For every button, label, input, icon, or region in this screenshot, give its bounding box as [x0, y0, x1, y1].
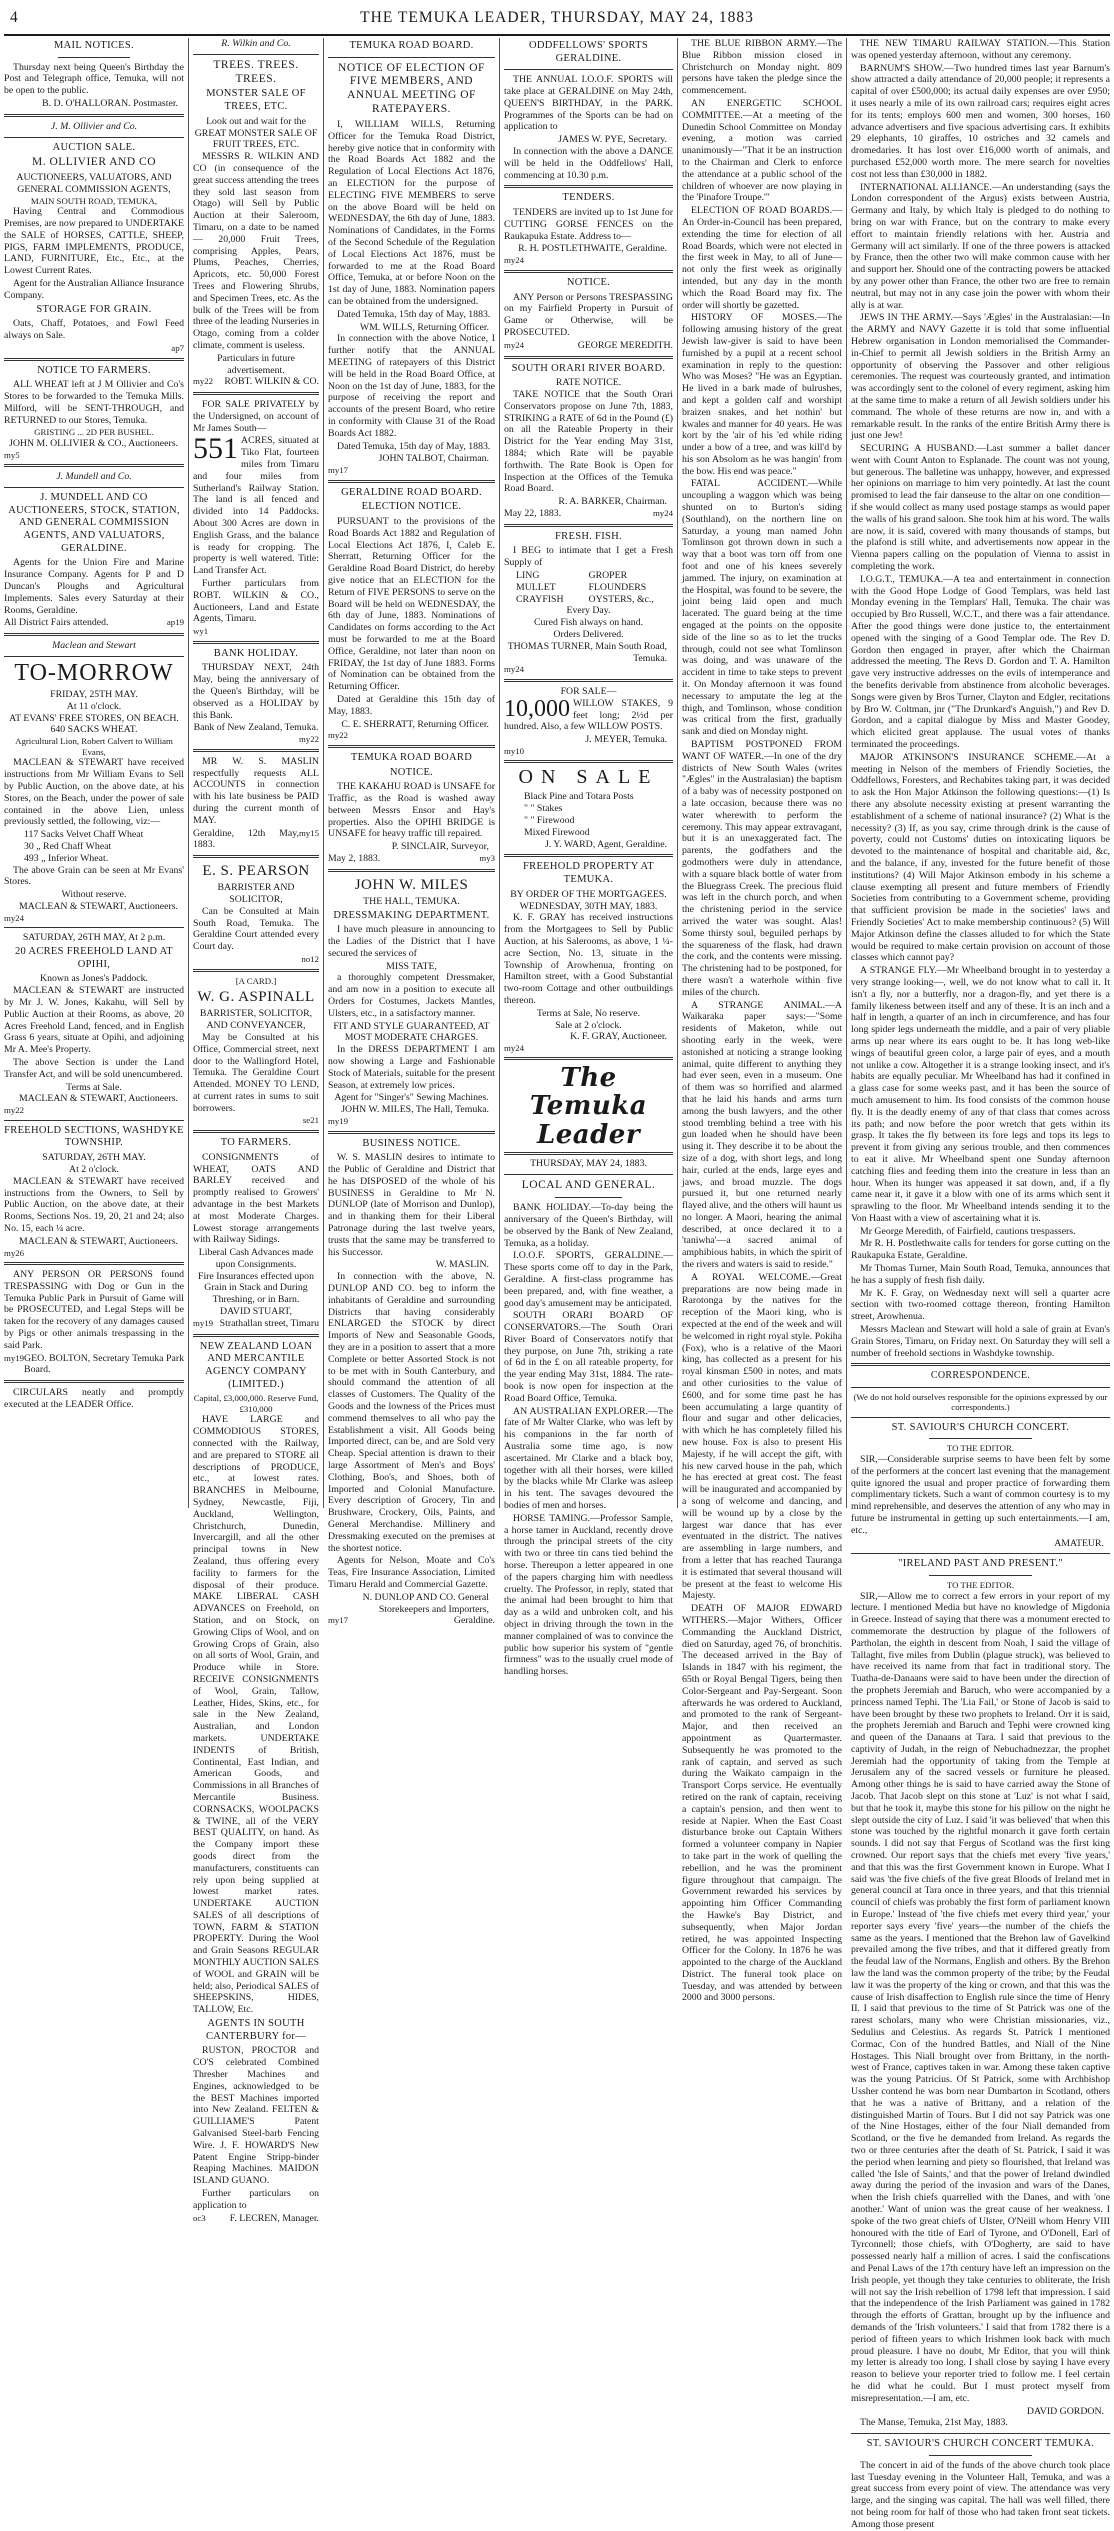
farm-further: Further particulars from ROBT. WILKIN & CO., Auctioneers, Land and Estate Agents, Timaru.	[193, 578, 319, 625]
rule	[328, 57, 495, 58]
geraldine-election-title: ELECTION NOTICE.	[361, 501, 462, 513]
geraldine-election-date: Dated at Geraldine this 15th day of May, 1883.	[328, 693, 495, 717]
business-notice-agents: Agents for Nelson, Moate and Co's Teas, Fire Insurance Association, Limited Timaru Herald and Commercial Gazette.	[328, 1555, 495, 1590]
news-item: INTERNATIONAL ALLIANCE.—An understanding (says the London correspondent of the Argus) exists between Austria, Germany and Italy, by which Italy is pledged to do nothing to bring on war with France, but on the contrary to make every effort to maintain friendly relations with her. Austria and Germany will act similarly. If one of the three powers is attacked by France, then the other two will make common cause with her and support her. Should one of the contracting powers be attacked by any power other than France, the other two are free to remain neutral, but may not in any case join the power with whom their ally is at war.	[851, 181, 1110, 311]
rule	[328, 745, 495, 748]
saturday-date: SATURDAY, 26TH MAY, At 2 p.m.	[22, 932, 166, 944]
trees-look: Look out and wait for the GREAT MONSTER SALE OF FRUIT TREES, ETC.	[194, 115, 318, 151]
rule	[58, 57, 130, 58]
tomorrow-wheat: 640 SACKS WHEAT.	[50, 724, 138, 736]
opihi-known: Known as Jones's Paddock.	[40, 973, 148, 985]
news-item: I.O.O.F. SPORTS, GERALDINE.—These sports come off to day in the Park, Geraldine. A first-class programme has been prepared, and, with fine weather, a good day's amusement may be anticipated.	[504, 1250, 673, 1309]
freehold-by-order: BY ORDER OF THE MORTGAGEES.	[510, 888, 667, 900]
ad-code: my22	[298, 734, 319, 745]
opihi-title: 20 ACRES FREEHOLD LAND AT OPIHI,	[14, 946, 173, 970]
maslin-date: Geraldine, 12th May, 1883.	[193, 827, 299, 851]
washdyke-signature: MACLEAN & STEWART, Auctioneers.	[19, 1235, 178, 1247]
farm-acres-number: 551	[193, 432, 238, 466]
business-notice-text-2: In connection with the above, N. DUNLOP AND CO. beg to inform the inhabitants of Geraldine and surrounding Districts that having considerably ENLARGED the STOCK by direct Imports of New and Seasonable Goods, they are in a position to assert that a more Complete or better Assorted Stock is not to be met with in South Canterbury, and should command the attention of all classes of Customers. The Quality of the Goods and the lowness of the Prices must commend themselves to all who pay the Establishment a visit. All Goods being Imported direct, can be, and are Sold very Cheap. Special attention is drawn to their large Assortment of Men's and Boys' Clothing, Boo's, and Shoes, both of Imported and Colonial Manufacture. Every description of Grocery, Tin and Brushware, Crockery, Oils, Paints, and General Merchandise. Millinery and Dressmaking executed on the premises at the shortest notice.	[328, 1271, 495, 1554]
stuart-address: Strathallan street, Timaru	[219, 1317, 319, 1329]
annual-meeting-date: Dated Temuka, 15th day of May, 1883.	[337, 440, 491, 452]
road-board-notice-signature: P. SINCLAIR, Surveyor,	[391, 841, 489, 853]
masthead	[0, 0, 1114, 34]
rule	[193, 855, 319, 858]
rule	[193, 749, 319, 752]
trees-heading: TREES. TREES. TREES.	[213, 58, 299, 85]
freehold-heading: FREEHOLD PROPERTY AT TEMUKA.	[523, 861, 654, 886]
trees-particulars: Particulars in future advertisement.	[217, 352, 295, 376]
news-item: BARNUM'S SHOW.—Two hundred times last year Barnum's show attracted a daily attendance of 20,000 people; it represents a capital of over £500,000; its actual daily expenses are over £950; it uses nearly a mile of its own railroad cars; requires eight acres for its tents; employs 600 men and women, 300 horses, 160 advance advertisers and five spacious advertising cars. It exhibits 29 elephants, 10 giraffes, 10 ostriches and 32 camels and dromedaries. It has lost over £16,000 worth of animals, and purchased £52,000 worth more. The mere search for novelties cost not less than £30,000 in 1882.	[851, 62, 1110, 180]
letter-signature: DAVID GORDON.	[1026, 2405, 1104, 2417]
trees-signature: ROBT. WILKIN & CO.	[224, 376, 319, 388]
annual-meeting-signature: JOHN TALBOT, Chairman.	[378, 453, 489, 465]
news-item: Messrs Maclean and Stewart will hold a sale of grain at Evan's Grain Stores, Timaru, on Friday next. On Saturday they will sell a number of freehold sections in Washdyke township.	[851, 1324, 1110, 1359]
rule	[929, 2455, 1033, 2456]
rule	[4, 656, 184, 657]
column-3	[324, 38, 499, 1627]
opihi-terms: Terms at Sale.	[66, 1081, 122, 1093]
column-6	[847, 38, 1114, 2530]
dunlop-place: Geraldine.	[453, 1615, 495, 1627]
bank-signature: Bank of New Zealand, Temuka.	[193, 722, 319, 734]
list-item: " " Firewood	[524, 815, 575, 827]
rule	[193, 1334, 319, 1337]
mundell-text: Agents for the Union Fire and Marine Insurance Company. Agents for P and D Duncan's Ploughs and Agricultural Implements. Sales every Saturday at their Rooms, Geraldine.	[4, 557, 184, 616]
news-item: THE BLUE RIBBON ARMY.—The Blue Ribbon mission closed in Christchurch on Monday night. 809 persons have taken the pledge since the commencement.	[682, 38, 842, 97]
on-sale-list	[504, 791, 673, 838]
rule	[504, 524, 673, 527]
freehold-signature: K. F. GRAY, Auctioneer.	[570, 1031, 667, 1043]
willow-stakes-number: 10,000	[504, 695, 570, 722]
fish-signature: THOMAS TURNER, Main South Road, Temuka.	[507, 640, 667, 664]
fish-cured: Cured Fish always on hand.	[533, 617, 644, 629]
tomorrow-date: FRIDAY, 25TH MAY.	[50, 689, 138, 701]
rule	[504, 69, 673, 70]
washdyke-date: SATURDAY, 26TH MAY.	[42, 1152, 146, 1164]
gristing-rate: GRISTING ... 2D PER BUSHEL.	[34, 427, 154, 438]
farm-detail: ACRES, situated at Tiko Flat, fourteen miles from Timaru and four miles from Sutherland's Railway Station. The land is all fenced and divided into 14 Paddocks. About 300 Acres are down in English Grass, and the balance is ready for cropping. The property is well watered. Title: Land Transfer Act.	[193, 435, 319, 577]
correspondence-heading: CORRESPONDENCE.	[930, 1370, 1031, 1382]
fish-orders: Orders Delivered.	[553, 628, 624, 640]
willow-stakes-text: WILLOW STAKES, 9 feet long; 2½d per hundred. Also, a few WILLOW POSTS.	[504, 697, 673, 733]
washdyke-time: At 2 o'clock.	[69, 1163, 119, 1175]
pearson-name: E. S. PEARSON	[202, 863, 310, 880]
stuart-name: DAVID STUART,	[220, 1306, 292, 1318]
rule	[4, 1380, 184, 1383]
rate-notice-text: TAKE NOTICE that the South Orari Conservators propose on June 7th, 1883, STRIKING a RATE of 6d in the Pound (£) on all the Rateable Property in their District for the Year ending May 31st, 1884; which Rate will be payable forthwith. The Rate Book is Open for Inspection at the Offices of the Temuka Road Board.	[504, 388, 673, 495]
column-4	[500, 38, 677, 1678]
letter-text: SIR,—Considerable surprise seems to have been felt by some of the performers at the concert last evening that the management quite ignored the usual and proper practice of forwarding them complimentary tickets. Such a want of common courtesy is to my mind reprehensible, and deserves the attention of any who may in future be instrumental in getting up such entertainments.—I am, etc.,	[851, 1453, 1110, 1536]
news-item: A STRANGE ANIMAL.—A Waikaraka paper says:—"Some residents of Maketon, while out shooting early in the week, were astonished at noticing a strange looking animal, quite different to anything they had ever seen, even in a museum. One of them was so horrified and alarmed that he laid his hands and arms turn among the bush lawyers, and the other stood trembling behind a tree with his gun loaded when he should have been using it. They describe it to be about the size of a dog, with short legs, and long hair, curled at the ends, large eyes and jaws, and broad muzzle. The dogs pursued it, but one returned nearly flayed alive, and the others will haunt us no longer. A Maori, hearing the animal described, at once declared it to a 'taniwha'—a sacred animal of amphibious habits, in which the spirit of the rivers and waters is said to reside."	[682, 999, 842, 1271]
storage-text: Oats, Chaff, Potatoes, and Fowl Feed always on Sale.	[4, 318, 184, 342]
tomorrow-seen: The above Grain can be seen at Mr Evans' Stores.	[4, 864, 184, 888]
news-item: DEATH OF MAJOR EDWARD WITHERS.—Major Withers, Officer Commanding the Auckland District, died on Saturday, aged 76, of bronchitis. The deceased arrived in the Bay of Islands in 1847 with his regiment, the 65th or Royal Bengal Tigers, being then Color-Sergeant and Pay-Sergeant. Soon afterwards he was ordered to Auckland, and promoted to the rank of Sergeant-Major, and then received an appointment as Quartermaster. Subsequently he was promoted to the rank of captain, and served as such during the Waikato campaign in the Transport Corps service. He eventually retired on the rank of captain, receiving a captain's pension, and then went to reside at Napier. When the East Coast disturbance broke out Captain Withers formed a volunteer company in Napier to take part in the work of quelling the rebellion, and he was the prominent figure throughout that campaign. The Government rewarded his services by appointing him Officer Commanding the Hawke's Bay District, and subsequently, when Major Jordan retired, he was appointed Inspecting Officer for the Colony. In 1876 he was appointed to the charge of the Auckland District. The funeral took place on Tuesday, and was attended by between 2000 and 3000 persons.	[682, 1603, 842, 2004]
issue-date: THURSDAY, MAY 24, 1883.	[530, 1158, 647, 1170]
rule	[504, 679, 673, 682]
election-notice-title: NOTICE OF ELECTION OF FIVE MEMBERS, AND ANNUAL MEETING OF RATEPAYERS.	[338, 61, 485, 116]
letter-heading: ST. SAVIOUR'S CHURCH CONCERT.	[891, 1421, 1070, 1433]
news-item: Mr George Meredith, of Fairfield, cautions trespassers.	[860, 1225, 1076, 1237]
dressmaking-heading: DRESSMAKING DEPARTMENT.	[333, 909, 490, 921]
ad-code: ap7	[171, 342, 184, 353]
rule	[328, 1131, 495, 1134]
list-item: CRAYFISH	[516, 593, 564, 605]
fish-every-day: Every Day.	[566, 605, 611, 617]
rule	[193, 392, 319, 395]
tomorrow-place: AT EVANS' FREE STORES, ON BEACH.	[9, 712, 179, 724]
ad-code: my10	[504, 745, 525, 756]
rule	[851, 2433, 1110, 2434]
mundell-header: J. Mundell and Co.	[56, 471, 132, 483]
letter-to-editor: TO THE EDITOR.	[946, 1579, 1015, 1590]
tenders-heading: TENDERS.	[562, 192, 615, 204]
ad-code: my19	[4, 1352, 25, 1363]
rule	[851, 1417, 1110, 1418]
news-item: HISTORY OF MOSES.—The following amusing history of the great Jewish law-giver is said to have been furnished by a pupil at a recent school examination in reply to the question: Who was Moses? "He was an Egyptian. He lived in a bark made of bulrushes, and kept a golden calf and worshipt braizen snakes, and het nothin' but kwales and manner for 40 years. He was kort by the 'air of his 'ed while riding under a bow of a tree, and was kill'd by his son Absolom as he was hangin' from the bow. His end was peace."	[682, 312, 842, 477]
rule	[4, 633, 184, 636]
pearson-title: BARRISTER AND SOLICITOR,	[217, 882, 295, 906]
letter-date: The Manse, Temuka, 21st May, 1883.	[860, 2417, 1008, 2429]
list-item: Black Pine and Totara Posts	[524, 791, 634, 803]
list-item: 117 Sacks Velvet Chaff Wheat	[24, 829, 144, 841]
rule	[193, 969, 319, 972]
nzlm-capital: Capital, £3,000,000. Reserve Fund, £310,000	[193, 1393, 319, 1414]
list-item: MULLET	[516, 581, 556, 593]
ad-code: my17	[328, 1615, 349, 1626]
liberal-advances: Liberal Cash Advances made upon Consignments.	[198, 1247, 314, 1270]
willow-signature: J. MEYER, Temuka.	[585, 734, 667, 746]
ad-code: my17	[328, 465, 349, 476]
news-item: A ROYAL WELCOME.—Great preparations are now being made in Rarotonga by the natives for the reception of the Maori king, who is expected at the end of the week and will be welcomed in right royal style. Pokiha (Fox), who is a relative of the Maori king, has collected as a present for his royal kinsman £500 in notes, and mats and other curiosities to the value of £600, and for some time past he has been accumulating a large quantity of flour and sugar and other delicacies, with which he has completely filled his new house. Fox is also to present His Majesty, if he will accept the gift, with his new carved house in the pah, which he has erected at great cost. The feast will be inaugurated and accompanied by a song of welcome and dancing, and will be wound up by a close by the largest war dance that has ever eventuated in the district. The natives are assembling in large numbers, and from a letter that has reached Tauranga it is estimated that several thousand will be present at the feast to welcome His Majesty.	[682, 1271, 842, 1602]
rule	[193, 1130, 319, 1133]
freehold-text: K. F. GRAY has received instructions from the Mortgagees to Sell by Public Auction, at his Salerooms, as above, 1 ¼-acre Section, No. 13, situate in the Township of Arowhenua, fronting on Hamilton street, with a Good Substantial two-room Cottage and other outbuildings thereon.	[504, 912, 673, 1006]
aspinall-title: BARRISTER, SOLICITOR, AND CONVEYANCER,	[199, 1008, 313, 1032]
ollivier-address: MAIN SOUTH ROAD, TEMUKA,	[30, 195, 158, 206]
trespass-text: ANY PERSON OR PERSONS found TRESPASSING with Dog or Gun in the Temuka Public Park in Pursuit of Game will be PROSECUTED, and Legal Steps will be taken for the recovery of any damages caused by Pigs or other animals trespassing in the said Park.	[4, 1269, 184, 1351]
rule	[193, 54, 319, 55]
business-notice-heading: BUSINESS NOTICE.	[362, 1137, 461, 1149]
geraldine-election-text: PURSUANT to the provisions of the Road Boards Act 1882 and Regulation of Local Elections Act 1876, I, Caleb E. Sherratt, Returning Officer for the Geraldine Road Board District, do hereby give notice that an ELECTION for the Return of FIVE PERSONS to serve on the Board will be held on WEDNESDAY, the 6th day of June, 1883. Nominations of Candidates on forms according to the Act must be forwarded to me at the Board Office, Geraldine, not later than noon on FRIDAY, the 1st day of June 1883. Forms of Nomination can be obtained from the Returning Officer.	[328, 516, 495, 693]
mundell-fairs: All District Fairs attended.	[4, 617, 109, 629]
freehold-sale-time: Sale at 2 o'clock.	[555, 1019, 622, 1031]
auction-sale-heading: AUCTION SALE.	[52, 141, 136, 153]
maslin-text: MR W. S. MASLIN respectfully requests ALL ACCOUNTS in connection with his late business be PAID during the current month of MAY.	[193, 755, 319, 826]
rule	[555, 1197, 623, 1198]
rule	[4, 1120, 184, 1121]
ad-code: my26	[4, 1247, 25, 1258]
list-item: LING	[516, 569, 540, 581]
bank-holiday-text: THURSDAY NEXT, 24th May, being the anniversary of the Queen's Birthday, will be observed as a HOLIDAY by this Bank.	[193, 662, 319, 721]
mail-notices-text: Thursday next being Queen's Birthday the Post and Telegraph office, Temuka, will not be open to the public.	[4, 61, 184, 97]
miles-name: JOHN W. MILES	[354, 876, 469, 893]
news-item: SECURING A HUSBAND.—Last summer a ballet dancer went with Count Anton to Esplanade. The count was not young, but generous. The balletine was unhappy, however, and expressed her opinions on marriage to him very pointedly. At last the count promised to lead the fair danseuse to the altar on one condition—if she would collect as many used postage stamps as would paper the walls of his grand saloon. She took him at his word. The walls are now, it is said, covered with many thousands of stamps, but the plafond is still white, and advertisements now appear in the Vienna papers calling on the population of Vienna to assist in completing the work.	[851, 443, 1110, 573]
ad-code: my22	[193, 376, 214, 387]
ad-code: oc3	[193, 2212, 206, 2223]
news-item: AN AUSTRALIAN EXPLORER.—The fate of Mr Walter Clarke, who was left by his companions in the far north of Australia some time ago, is now ascertained. Mr Clarke and a black boy, together with all their horses, were killed by the blacks while Mr Clarke was asleep in his tent. The savages devoured the bodies of men and horses.	[504, 1405, 673, 1512]
rule	[504, 270, 673, 273]
rule	[4, 1262, 184, 1265]
on-sale-signature: J. Y. WARD, Agent, Geraldine.	[545, 838, 667, 850]
washdyke-text: MACLEAN & STEWART have received instructions from the Owners, to Sell by Public Auction, on the above date, at their Rooms, Sections Nos. 19, 20, 21 and 24; also No. 15, each ¼ acre.	[4, 1175, 184, 1234]
news-item: FATAL ACCIDENT.—While uncoupling a waggon which was being shunted on to Burton's siding (Southland), on the northern line on Saturday, a young man named John Tomlinson got thrown down in such a way that a boot was torn off from one foot and one of his knees severely jammed. The injury, on examination at the Hospital, was found to be severe, the joint being laid open and much lacerated. The guard being at the time engaged at the points on the opposite side of the line so as to let the trucks through, could not see what Tomlinson was doing, and was unaware of the accident in time to take steps to prevent it. On Monday afternoon it was found necessary to amputate the leg at the thigh, and Tomlinson, whose condition was critical from the first, gradually sank and died on Monday night.	[682, 478, 842, 738]
aspinall-name: W. G. ASPINALL	[197, 989, 315, 1006]
notice-signature: GEORGE MEREDITH.	[577, 339, 673, 351]
farmers-notice-heading: NOTICE TO FARMERS.	[37, 364, 151, 376]
news-item: A STRANGE FLY.—Mr Wheelband brought in to yesterday a very strange looking—, well, we do not know what to call it. It isn't a fly, nor a butterfly, nor a dragon-fly, and yet there is a family likeness between itself and any of these. It is an inch and a half in length, a quarter of an inch in circumference, and has four long spider legs underneath the middle, and a pair of very pliable arms up near where its ears ought to be. It has long web-like wings of beautiful green color, a large pair of eyes, and a mouth not unlike a cow. Altogether it is a strange looking insect, and it's habits are equally peculiar. Mr Wheelband has had it confined in a glass case for some weeks past, and it has been the source of much amusement to him. Its food consists of the common house fly. It is the deadly enemy of any of that class that comes across its path; and now before the poor wretch that gets within its grasp. It takes the fly between its fore legs and tops its legs to prevent it from giving any serious trouble, and then commences to eat it alive. Mr Wheelband spent one Sunday afternoon catching flies and feeding them into the creature in less than an hour. When its hunger was appeased it sat down, and, if a fly came near it, it gave it a blow with one of its arms which sent it sprawling to the floor. Mr Wheelband intends sending it to the Von Haast with a view of ascertaining what it is.	[851, 965, 1110, 1224]
news-item: Mr K. F. Gray, on Wednesday next will sell a quarter acre section with two-roomed cottage thereon, fronting Hamilton street, Arowhenua.	[851, 1287, 1110, 1323]
farmers-signature: JOHN M. OLLIVIER & CO., Auctioneers.	[9, 437, 178, 449]
rule	[4, 927, 184, 928]
agents-further: Further particulars on application to	[193, 2187, 319, 2211]
letter-text: SIR,—Allow me to correct a few errors in your report of my lecture. I mentioned Media but have no knowledge of Migdonia in Greece. Instead of saying that there was a monument erected to commemorate the destruction by plague of the followers of Partholan, the eighth in descent from Noah, I said the village of Tallaght, five miles from Dublin (plague struck), was believed to have received its name from that fact in traditional story. The Tuatha-de-Danaans were said to have been under the direction of the prophets Jeremiah and Baruch, who were accompanied by a princess named Tephi. The 'Lia Fail,' or Stone of Jacob is said to have been brought by these two prophets to Ireland. Orr it is said, the prophets Jeremiah and Baruch and Tephi were crowned king and queen of the Danaans at Tara. I said that previous to the captivity of Judah, in the reign of Nebuchadnezzar, the prophet Jeremiah had the opportunity of taking from the Temple at Jerusalem any of the sacred vessels or furniture he pleased. Among other things he is said to have carried away the Stone of Jacob. That Jacob slept on this stone at 'Luz' is not what I said, but that he took it, maybe this stone for his pillow on the night he slept outside the city of Luz. I said 'it was believed' that when this stone was touched by the rightful monarch it gave forth certain sounds. I did not say that Fergus of Scotland was the first king crowned. Our report says that the chiefs met every 'five years,' and that this was the first Government known in Europe. What I said was 'the five chiefs of the five great Bloods of Ireland met in general council at Tara once in three years, and that this triennial council of chiefs was probably the first form of parliament known in Europe.' Instead of 'the five chiefs met every third year,' your reporter says every 'five' years—the number of the chiefs the same as the years. I mentioned that the Brehon law of Gavelkind prevailed among the five tribes, and that it differed greatly from the feudal law of the Normans, English and others. By the Brehon law the land was the common property of the tribe; by the Feudal law it was the property of the king or crown, and that this was the cause of Irish disaffection to English rule since the time of Henry II. I said that previous to the time of St Patrick was one of the rarest scholars, many who were Christian missionaries, viz., Sedulius and Celestius. As regards St. Patrick I mentioned Cormac, Con of the hundred Battles, and Niall of the Nine Hostages. This Niall brought over from Brittany, in the north-west of France, captives taken in war. Among these taken captive was the young Patricius. Of St Patrick, some with Archbishop Ussher contend he was born near Dumbarton in Scotland, others that he was a native of Brittany, and a relation of the distinguished Martin of Tours. But I did not say Patrick was one of the Nine Hostages, either of the four Niall demanded from Scotland, or the five he demanded from Ireland. As regards the two or three centuries after the death of St. Patrick, I said it was the period when learning and piety so flourished, that Ireland was called 'the Isle of Saints,' and that the power of Ireland dwindled away during the period of the invasion and wars of the Danes, when the Irish chiefs quarrelled with the Danes, and with 'one another.' Want of union was the great cause of her weakness. I spoke of the two great chiefs of Ulster, O'Neill whom Henry VIII honoured with the title of Earl of Tyrone, and O'Donell, Earl of Tyrconnell; those chiefs, with O'Dogherty, are said to have possessed nearly half a million of acres. I said the confiscations and Penal Laws of the 17th century have left an impression on the Irish people, yet though they take centuries to obliterate, the Irish will not say the Irish rebellion of 1798 left that impression. I said that the independence of the Irish Parliament was gained in 1782 through the efforts of Grattan, brought up by the influence and demands of the 'Irish volunteers.' I said that from 1782 there is a period of fifteen years to which Irishmen look back with much proud pleasure. I have no doubt, Mr Editor, that you will think my letter is already too long. I shall close by saying I have every reason to believe your reporter tried to follow me. I feel certain he did what he could. But I must protect myself from misrepresentation.—I am, etc.	[851, 1590, 1111, 2404]
letter-signature: AMATEUR.	[1054, 1537, 1104, 1549]
notice-heading: NOTICE.	[566, 276, 611, 288]
notice-text: ANY Person or Persons TRESPASSING on my Fairfield Property in Pursuit of Game or Otherwise, will be PROSECUTED.	[504, 291, 673, 338]
news-item: HORSE TAMING.—Professor Sample, a horse tamer in Auckland, recently drove through the principal streets of the city with two or three tin cans tied behind the horse. Thereupon a letter appeared in one of the papers charging him with needless cruelty. The Professor, in reply, stated that the animal had been brought to him that day as a wild and unbroken colt, and his object in driving through the town in the manner complained of was to convince the public how superior his system of "gentle firmness" was to the usually cruel mode of handling horses.	[504, 1512, 673, 1678]
rule	[851, 1387, 1110, 1388]
tomorrow-heading: TO-MORROW	[14, 659, 174, 686]
rule	[193, 641, 319, 644]
rate-notice-signature: R. A. BARKER, Chairman.	[558, 496, 667, 508]
miss-tate: MISS TATE,	[386, 960, 437, 972]
list-item: Mixed Firewood	[524, 826, 590, 838]
list-item: 493 „ Inferior Wheat.	[24, 852, 109, 864]
trespass-signature: GEO. BOLTON, Secretary Temuka Park Board.	[24, 1352, 184, 1376]
wilkin-header: R. Wilkin and Co.	[221, 38, 291, 49]
rule	[504, 356, 673, 359]
rule	[504, 760, 673, 763]
opihi-signature: MACLEAN & STEWART, Auctioneers.	[19, 1093, 178, 1105]
rule	[4, 137, 184, 138]
fresh-fish-text: I BEG to intimate that I get a Fresh Supply of	[504, 545, 673, 569]
tomorrow-signature: MACLEAN & STEWART, Auctioneers.	[19, 901, 178, 913]
letter-to-editor: TO THE EDITOR.	[946, 1443, 1015, 1454]
rule	[504, 1152, 673, 1155]
rate-notice-date: May 22, 1883.	[504, 507, 562, 519]
list-item: GROPER	[588, 569, 628, 581]
column-1	[0, 38, 188, 1508]
tomorrow-text: MACLEAN & STEWART have received instructions from Mr William Evans to Sell by Public Auction, on the above date, at his Stores, on the Beach, under the power of sale contained in the above Lien, unless previously settled, the following, viz:—	[4, 757, 184, 828]
news-item: I.O.G.T., TEMUKA.—A tea and entertainment in connection with the Good Hope Lodge of Good Templars, was held last Monday evening in the Templars' Hall, Temuka. The chair was occupied by Bro Russell, W.C.T., and there was a fair attendance. After the good things were done justice to, the entertainment opened with the singing of a Good Templar ode. The Rev D. Gordon then engaged in prayer, after which the Chairman addressed the meeting. The Revs D. Gordon and T. A. Hamilton gave very instructive addresses on the evils of intemperance and the benefits derivable from abstinence from alcoholic beverages. Songs were given by Bros Turner, Clayton and Edgler, recitations by Bro W. Coltman, jnr ("The Drunkard's Anguish,") and Rev D. Gordon, and a capital dialogue by Miss and Master Goodey, which elicited great applause. The usual votes of thanks terminated the proceedings.	[851, 573, 1110, 751]
annual-meeting-text: In connection with the above Notice, I further notify that the ANNUAL MEETING of ratepayers of this District will be held in the Road Board Office, at Noon on the 1st day of June, 1883, for the purpose of receiving the report and accounts of the present Board, who retire in conformity with Clause 31 of the Road Boards Act 1882.	[328, 333, 495, 439]
temuka-road-board-header: TEMUKA ROAD BOARD.	[349, 40, 474, 51]
oddfellows-text: THE ANNUAL I.O.O.F. SPORTS will take place at GERALDINE on May 24th, QUEEN'S BIRTHDAY, in the PARK. Programmes of the Sports can be had on application to	[504, 74, 673, 133]
geraldine-election-signature: C. E. SHERRATT, Returning Officer.	[341, 718, 489, 730]
ollivier-name: M. OLLIVIER AND CO	[32, 156, 156, 169]
singer-agent: Agent for "Singer's" Sewing Machines.	[334, 1092, 489, 1104]
ollivier-agent: Agent for the Australian Alliance Insurance Company.	[4, 278, 184, 301]
list-item: FLOUNDERS	[588, 581, 647, 593]
mail-notices-heading: MAIL NOTICES.	[54, 40, 134, 51]
bank-holiday-heading: BANK HOLIDAY.	[213, 647, 299, 659]
maclean-header: Maclean and Stewart	[52, 640, 136, 652]
ollivier-header: J. M. Ollivier and Co.	[50, 120, 138, 132]
rule	[4, 464, 184, 467]
nzlm-heading: NEW ZEALAND LOAN AND MERCANTILE AGENCY COMPANY (LIMITED.)	[199, 1340, 313, 1390]
ad-code: no12	[301, 954, 319, 965]
oddfellows-signature: JAMES W. PYE, Secretary.	[558, 134, 667, 146]
ad-code: ap19	[166, 617, 184, 628]
fresh-fish-heading: FRESH. FISH.	[555, 530, 622, 542]
news-item: ELECTION OF ROAD BOARDS.—An Order-in-Council has been prepared, extending the time for election of all Road Boards, which were not elected in the first week in May, to all of June—not only the first week as originally intended, but any day in the month which the Road Board may fix. The order will shortly be gazetted.	[682, 205, 842, 311]
concert-report-text: The concert in aid of the funds of the above church took place last Tuesday evening in the Volunteer Hall, Temuka, and was a great success from every point of view. The attendance was very large, and the singing was capital. The hall was well filled, there not being room for half of those who had taken front seat tickets. Among those present	[851, 2459, 1110, 2530]
rule	[929, 1438, 1033, 1439]
rule	[4, 114, 184, 117]
miles-signature: JOHN W. MILES, The Hall, Temuka.	[341, 1104, 489, 1116]
tomorrow-items	[4, 829, 184, 864]
opihi-text: MACLEAN & STEWART are instructed by Mr J. W. Jones, Kakahu, will Sell by Public Auction at their Rooms, as above, 20 Acres Freehold Land, fenced, and in English Grass 6 years, situate at Opihi, and adjoining Mr A. Mee's Property.	[4, 985, 184, 1056]
list-item: 30 „ Red Chaff Wheat	[24, 841, 112, 853]
rule	[504, 185, 673, 188]
rule	[851, 1553, 1110, 1554]
dressmaking-text: I have much pleasure in announcing to the Ladies of the District that I have secured the services of	[328, 924, 495, 959]
list-item: " " Stakes	[524, 803, 563, 815]
masthead-rule	[4, 34, 1110, 36]
fit-and-style: FIT AND STYLE GUARANTEED, AT MOST MODERATE CHARGES.	[333, 1020, 490, 1044]
fire-insurance: Fire Insurances effected upon Grain in Stack and During Threshing, or in Barn.	[198, 1270, 314, 1306]
nzlm-text: HAVE LARGE and COMMODIOUS STORES, connected with the Railway, and are prepared to STORE all descriptions of PRODUCE, etc., at lowest rates. BRANCHES in Melbourne, Sydney, Newcastle, Fiji, Auckland, Wellington, Christchurch, Dunedin, Invercargill, and all the other principal towns in New Zealand, thus offering every facility to farmers for the disposal of their produce. MAKE LIBERAL CASH ADVANCES on Freehold, on Station, and on Stock, on Growing Clips of Wool, and on Growing Crops of Grain, also on all sorts of Wool, Grain, and Produce while in Store. RECEIVE CONSIGNMENTS of Wool, Grain, Tallow, Leather, Hides, Skins, etc., for sale in the New Zealand, Australian, and London markets. UNDERTAKE INDENTS of British, Continental, East Indian, and American Goods, and Commissions in all Branches of Mercantile Business. CORNSACKS, WOOLPACKS & TWINE, all of the VERY BEST QUALITY, on hand. As the Company import these goods direct from the manufacturers, constituents can rely upon being supplied at lowest market rates. UNDERTAKE AUCTION SALES of all descriptions of TOWN, FARM & STATION PROPERTY. During the Wool and Grain Seasons REGULAR MONTHLY AUCTION SALES of WOOL and GRAIN will be held; also, Periodical SALES of SHEEPSKINS, HIDES, TALLOW, Etc.	[193, 1414, 320, 2016]
rule	[504, 854, 673, 857]
freehold-date: WEDNESDAY, 30TH MAY, 1883.	[519, 900, 658, 912]
farm-sale-text: FOR SALE PRIVATELY by the Undersigned, on account of Mr James South—	[193, 399, 319, 434]
farmers-notice-text: ALL WHEAT left at J M Ollivier and Co's Stores to be forwarded to the Temuka Mills. Milford, will be SENT-THROUGH, and RETURNED to our Stores, Temuka.	[4, 379, 184, 426]
ad-code: my22	[328, 730, 349, 741]
dunlop-signature: N. DUNLOP AND CO. General Storekeepers and Importers,	[362, 1591, 489, 1615]
news-item: AN ENERGETIC SCHOOL COMMITTEE.—At a meeting of the Dunedin School Committee on Monday evening, a motion was carried unanimously—"That it be an instruction to the Chairman and Clerk to enforce the attendance at a public school of the children of whoever are now playing in the 'Pinafore Troupe.'"	[682, 97, 842, 204]
rule	[504, 1057, 673, 1060]
ad-code: my24	[504, 1043, 525, 1054]
pearson-text: Can be Consulted at Main South Road, Temuka. The Geraldine Court attended every Court day.	[193, 905, 319, 953]
washdyke-title: FREEHOLD SECTIONS, WASHDYKE TOWNSHIP.	[4, 1124, 184, 1149]
ollivier-subtitle: AUCTIONEERS, VALUATORS, AND GENERAL COMMISSION AGENTS,	[16, 172, 172, 195]
tenders-signature: R. H. POSTLETHWAITE, Geraldine.	[518, 243, 667, 255]
oddfellows-heading: ODDFELLOWS' SPORTS GERALDINE.	[529, 40, 648, 64]
business-notice-text: W. S. MASLIN desires to intimate to the Public of Geraldine and District that he has DISPOSED of the whole of his BUSINESS in Geraldine to Mr N. DUNLOP (late of Morrison and Dunlop), and in thanking them for their Liberal Patronage during the last twelve years, trusts that the same may be transferred to his Successor.	[328, 1152, 495, 1258]
news-item: THE NEW TIMARU RAILWAY STATION.—This Station was opened yesterday afternoon, without any ceremony.	[851, 38, 1110, 61]
ad-code: my24	[504, 255, 525, 266]
letter-heading: "IRELAND PAST AND PRESENT."	[898, 1558, 1063, 1570]
river-board-heading: SOUTH ORARI RIVER BOARD.	[511, 362, 666, 374]
road-board-notice-text: THE KAKAHU ROAD is UNSAFE for Traffic, as the Road is washed away between Messrs Ensor and Hay's properties. Also the OPIHI BRIDGE is UNSAFE for heavy traffic till repaired.	[328, 781, 495, 840]
ad-code: my24	[652, 507, 673, 518]
newspaper-flag: The Temuka Leader	[529, 1062, 648, 1150]
business-notice-signature: W. MASLIN.	[435, 1259, 489, 1271]
ad-code: my24	[504, 339, 525, 350]
mundell-name: J. MUNDELL AND CO AUCTIONEERS, STOCK, STATION, AND GENERAL COMMISSION AGENTS, AND VALUATORS, GERALDINE.	[8, 492, 180, 554]
agents-heading: AGENTS IN SOUTH CANTERBURY for—	[205, 2018, 307, 2042]
tenders-text: TENDERS are invited up to 1st June for CUTTING GORSE FENCES on the Raukapuka Estate. Address to—	[504, 207, 673, 242]
rule	[328, 480, 495, 483]
column-5	[678, 38, 846, 2004]
local-and-general-heading: LOCAL AND GENERAL.	[521, 1179, 656, 1192]
ad-code: my22	[4, 1105, 25, 1116]
ad-code: my24	[4, 912, 25, 923]
rule	[851, 1363, 1110, 1366]
to-farmers-heading: TO FARMERS.	[220, 1137, 292, 1149]
for-sale-heading: FOR SALE—	[560, 685, 617, 697]
news-item: JEWS IN THE ARMY.—Says 'Ægles' in the Australasian:—In the ARMY and NAVY Gazette it is told that some influential Hebrew organisation in London memorialised the Commander-in-Chief to permit all Jewish soldiers in the British Army an opportunity of observing the Passover and other religious ceremonies. The request was courteously granted, and intimation was accordingly sent to the colonel of every regiment, asking him at the same time to make a return of all Jewish soldiers under his command. The whole of these returns are now in, and with a remarkable result. In the ranks of the entire British Army there is just one Jew!	[851, 312, 1110, 442]
storage-heading: STORAGE FOR GRAIN.	[36, 303, 152, 315]
fish-list	[504, 570, 673, 605]
agents-text: RUSTON, PROCTOR and CO'S celebrated Combined Thresher Machines and Engines, acknowledged to be the BEST Machines imported into New Zealand. FELTEN & GUILLIAME'S Patent Galvanised Steel-barb Fencing Wire. J. F. HOWARD'S New Patent Engine Stripp-binder Reaping Machines. MAIDON ISLAND GUANO.	[193, 2045, 319, 2187]
news-item: BAPTISM POSTPONED FROM WANT OF WATER.—In one of the dry districts of New South Wales (writes "Ægles" in the Australasian) the baptism of a baby was of necessity postponed on a late occasion, because there was no water wherewith to perform the ceremony. This may appear extravagant, but it is an unexaggerated fact. The parents, the godfathers and the godmothers were duly in attendance, with a square black bottle of water from the Bluegrass Creek. The precious fluid was left in the church porch, and when the christening period in the service arrived the water was sought. Alas! Some thirsty soul, beguiled perhaps by the squareness of the flask, had drawn the cork, and the contents were missing. The christening had to be postponed, for there wasn't a waterhole within five miles of the church.	[682, 739, 842, 998]
agents-signature: F. LECREN, Manager.	[229, 2212, 319, 2224]
election-notice-date: Dated Temuka, 15th day of May, 1883.	[337, 308, 491, 320]
rule	[4, 487, 184, 488]
ad-code: my24	[504, 664, 525, 675]
ad-code: se21	[302, 1115, 319, 1126]
miles-subtitle: THE HALL, TEMUKA.	[363, 895, 460, 907]
list-item: OYSTERS, &c.,	[588, 593, 654, 605]
oddfellows-dance: In connection with the above a DANCE will be held in the Oddfellows' Hall, commencing at 10.30 p.m.	[504, 146, 673, 181]
geraldine-road-board-header: GERALDINE ROAD BOARD.	[341, 486, 482, 498]
news-item: SOUTH ORARI BOARD OF CONSERVATORS.—The South Orari River Board of Conservators notify that they purpose, on June 7th, striking a rate of 6d in the £ on all rateable property, for the year ending May 31st, 1884. The rate-book is now open for inspection at the Road Board Office, Temuka.	[504, 1310, 673, 1404]
road-board-notice-title: NOTICE.	[389, 766, 434, 778]
rule	[929, 1575, 1033, 1576]
tomorrow-time: At 11 o'clock.	[66, 700, 122, 712]
rule	[504, 1174, 673, 1175]
rate-notice-heading: RATE NOTICE.	[555, 377, 622, 389]
freehold-terms: Terms at Sale, No reserve.	[536, 1007, 641, 1019]
trees-text: MESSRS R. WILKIN AND CO (in consequence of the great success attending the trees they sold last season from Otago) will Sell by Public Auction at their Saleroom, Timaru, on a date to be named— 20,000 Fruit Trees, comprising Apples, Pears, Plums, Peaches, Cherries, Apricots, etc. 50,000 Forest Trees and Flowering Shrubs, and Specimen Trees, etc. As the bulk of the Trees will be from three of the leading Nurseries in Otago, coming from a colder climate, comment is useless.	[193, 151, 319, 351]
tomorrow-lien: Agricultural Lion, Robert Calvert to William Evans,	[15, 736, 173, 757]
consign-text: CONSIGNMENTS of WHEAT, OATS AND BARLEY received and promptly realised to Growers' advantage in the best Markets at most Moderate Charges. Lowest storage arrangements with Railway Sidings.	[193, 1151, 319, 1246]
ollivier-text: Having Central and Commodious Premises, are now prepared to UNDERTAKE the SALE of HORSES, CATTLE, SHEEP, PIGS, FARM IMPLEMENTS, PRODUCE, LAND, FURNITURE, Etc., Etc., at the Lowest Current Rates.	[4, 206, 184, 277]
on-sale-heading: ON SALE	[518, 766, 659, 789]
election-notice-signature: WM. WILLS, Returning Officer.	[359, 321, 489, 333]
road-board-notice-date: May 2, 1883.	[328, 853, 381, 864]
aspinall-card: [A CARD.]	[235, 975, 277, 986]
ad-code: my19	[328, 1116, 349, 1127]
ad-code: my3	[479, 853, 495, 863]
rule	[4, 358, 184, 361]
ad-code: my19	[193, 1317, 214, 1328]
election-notice-text: I, WILLIAM WILLS, Returning Officer for the Temuka Road District, hereby give notice that in conformity with the Road Boards Act 1882 and the Regulation of Local Elections Act 1876, an ELECTION for the purpose of ELECTING FIVE MEMBERS to serve on the above Board will be held on WEDNESDAY, the 6th day of June, 1883. Nominations of Candidates, in the Forms of the Second Schedule of the Regulation of Local Elections Act 1876, must be forwarded to me at the Road Board Office, Temuka, at or before Noon on the 1st day of June, 1883. Nomination papers can be obtained from the undersigned.	[328, 119, 495, 307]
aspinall-text: May be Consulted at his Office, Commercial street, next door to the Wallingford Hotel, Temuka. The Geraldine Court Attended. MONEY TO LEND, at current rates in sums to suit borrowers.	[193, 1031, 319, 1114]
road-board-notice-header: TEMUKA ROAD BOARD	[350, 751, 473, 763]
rule	[328, 869, 495, 872]
page-number: 4	[10, 9, 19, 26]
news-item: MAJOR ATKINSON'S INSURANCE SCHEME.—At a meeting in Nelson of the members of Friendly Societies, the Oddfellows, Foresters, and Rechabites taking part, it was decided to ask the Hon Major Atkinson the following questions:—(1) Is there any absolute necessity existing at present warranting the establishment of a scheme of national insurance? (2) What is the necessity? (3) If, as you say, crime through drink is the cause of poverty, could not Customs' duties on intoxicating liquors be devoted to the maintenance of hospital and charitable aid, &c, and the balance, if any, invested for the future benefit of those institutions? (4) Will Major Atkinson embody in his scheme a clause exempting all present and future members of Friendly Societies from contributing to a Government scheme, providing that sufficient provision be made in the societies' laws and Friendly Societies' Act to make membership continuous? (5) Will Major Atkinson define the classes alluded to for which the State would be required to make certain provision on account of those classes which cannot pay?	[851, 751, 1110, 964]
news-item: BANK HOLIDAY.—To-day being the anniversary of the Queen's Birthday, will be observed by the Bank of New Zealand, Temuka, as a holiday.	[504, 1202, 673, 1249]
column-2	[189, 38, 323, 2224]
opihi-note: The above Section is under the Land Transfer Act, and will be sold unencumbered.	[4, 1057, 184, 1080]
news-item: Mr R. H. Postlethwaite calls for tenders for gorse cutting on the Raukapuka Estate, Geraldine.	[851, 1238, 1110, 1262]
dressmaking-text-3: In the DRESS DEPARTMENT I am now showing a Large and Fashionable Stock of Materials, suitable for the present Season, at extremely low prices.	[328, 1044, 495, 1091]
mail-notices-signature: B. D. O'HALLORAN. Postmaster.	[42, 98, 178, 110]
ad-code: wy1	[193, 626, 209, 637]
dressmaking-text-2: a thoroughly competent Dressmaker, and am now in a position to execute all Orders for Costumes, Jackets Mantles, Ulsters, etc., in a satisfactory manner.	[328, 972, 495, 1019]
newspaper-title: THE TEMUKA LEADER, THURSDAY, MAY 24, 1883	[360, 9, 754, 26]
concert-report-heading: ST. SAVIOUR'S CHURCH CONCERT TEMUKA.	[866, 2438, 1095, 2450]
news-item: Mr Thomas Turner, Main South Road, Temuka, announces that he has a supply of fresh fish daily.	[851, 1263, 1110, 1286]
correspondence-disclaimer: (We do not hold ourselves responsible for the opinions expressed by our correspondents.)	[853, 1391, 1108, 1413]
trees-subheading: MONSTER SALE OF TREES, ETC.	[206, 88, 306, 113]
tomorrow-reserve: Without reserve.	[61, 889, 127, 901]
ad-code: my15	[298, 827, 319, 838]
ad-code: my5	[4, 449, 20, 460]
circulars-text: CIRCULARS neatly and promptly executed at the LEADER Office.	[4, 1387, 184, 1411]
